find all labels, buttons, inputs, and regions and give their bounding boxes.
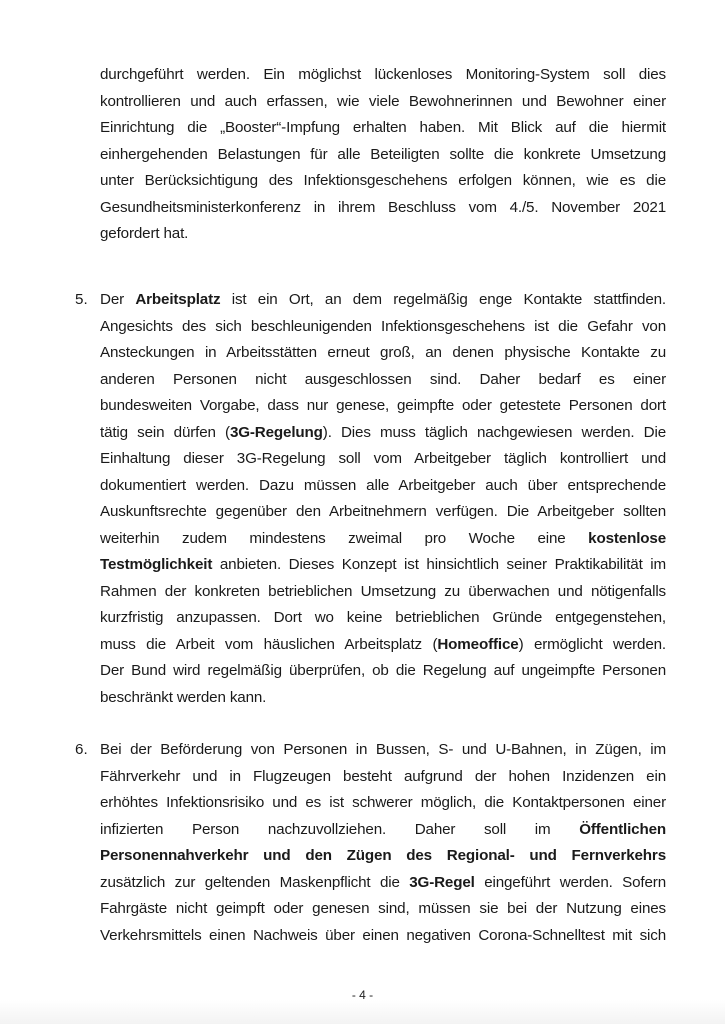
bold-term: Testmöglichkeit [100,556,213,573]
text-line: Ansteckungen in Arbeitsstätten erneut groß, an denen physische Kontakte zu [100,344,666,361]
bold-term: 3G-Regelung [229,423,323,441]
text-line: Einhaltung dieser 3G-Regelung soll vom Arbeitgeber täglich kontrolliert und [100,450,666,467]
list-item-5 [100,287,666,711]
text-line: bundesweiten Vorgabe, dass nur genese, geimpfte oder getestete Personen dort [100,397,666,414]
text-line: erhöhtes Infektionsrisiko und es ist schwerer möglich, die Kontaktpersonen einer [100,794,666,811]
text-line: einhergehenden Belastungen für alle Beteiligten sollte die konkrete Umsetzung [100,145,666,163]
text-line [100,843,666,870]
list-number: 6. [75,741,88,758]
bold-term: Homeoffice [437,635,519,653]
text-line: gefordert hat. [100,225,189,242]
text-line: beschränkt werden kann. [100,688,267,706]
list-number: 5. [75,291,88,308]
text-line: Angesichts des sich beschleunigenden Infektionsgeschehens ist die Gefahr von [100,317,666,335]
bold-term: Personennahverkehr und den Zügen des Regional- und Fernverkehrs [100,847,666,864]
text-line: Einrichtung die „Booster“-Impfung erhalten haben. Mit Blick auf die hiermit [100,119,666,136]
text-line: tätig sein dürfen (3G-Regelung). Dies muss täglich nachgewiesen werden. Die [100,423,666,441]
text-line: Fahrgäste nicht geimpft oder genesen sind, müssen sie bei der Nutzung eines [100,900,666,917]
page-bottom-shade [0,1000,725,1024]
text-line: weiterhin zudem mindestens zweimal pro Woche eine kostenlose [100,529,666,547]
text-line: anderen Personen nicht ausgeschlossen sind. Daher bedarf es einer [100,370,666,388]
text-line: kurzfristig anzupassen. Dort wo keine betrieblichen Gründe entgegenstehen, [100,609,666,626]
text-line: zusätzlich zur geltenden Maskenpflicht die 3G-Regel eingeführt werden. Sofern [100,873,667,891]
text-line: Der Arbeitsplatz ist ein Ort, an dem regelmäßig enge Kontakte stattfinden. [100,291,667,308]
text-line: durchgeführt werden. Ein möglichst lückenloses Monitoring-System soll dies [100,66,666,83]
text-line: Bei der Beförderung von Personen in Bussen, S- und U-Bahnen, in Zügen, im [100,741,666,758]
page-number: - 4 - [351,988,374,1002]
text-line: Fährverkehr und in Flugzeugen besteht aufgrund der hohen Inzidenzen ein [100,767,666,785]
text-line: dokumentiert werden. Dazu müssen alle Arbeitgeber auch über entsprechende [100,476,666,494]
bold-term: Öffentlichen [579,820,666,838]
bold-term: Arbeitsplatz [135,291,221,308]
text-line: Der Bund wird regelmäßig überprüfen, ob die Regelung auf ungeimpfte Personen [100,662,666,679]
text-line: Verkehrsmittels einen Nachweis über einen negativen Corona-Schnelltest mit sich [100,926,666,944]
bold-term: 3G-Regel [409,873,475,891]
text-line: infizierten Person nachzuvollziehen. Daher soll im Öffentlichen [100,820,666,838]
text-line: muss die Arbeit vom häuslichen Arbeitsplatz (Homeoffice) ermöglicht werden. [100,635,666,653]
bold-term: kostenlose [588,529,666,547]
text-line: Gesundheitsministerkonferenz in ihrem Beschluss vom 4./5. November 2021 [100,198,666,216]
list-item-6 [100,737,666,949]
text-line: kontrollieren und auch erfassen, wie viele Bewohnerinnen und Bewohner einer [100,92,666,110]
text-line: Rahmen der konkreten betrieblichen Umsetzung zu überwachen und nötigenfalls [100,582,666,600]
text-line: Testmöglichkeit anbieten. Dieses Konzept ist hinsichtlich seiner Praktikabilität im [100,556,666,573]
text-line: unter Berücksichtigung des Infektionsgeschehens erfolgen können, wie es die [100,172,666,189]
intro-paragraph [100,62,666,248]
text-line: Auskunftsrechte gegenüber den Arbeitnehmern verfügen. Die Arbeitgeber sollten [100,503,666,520]
